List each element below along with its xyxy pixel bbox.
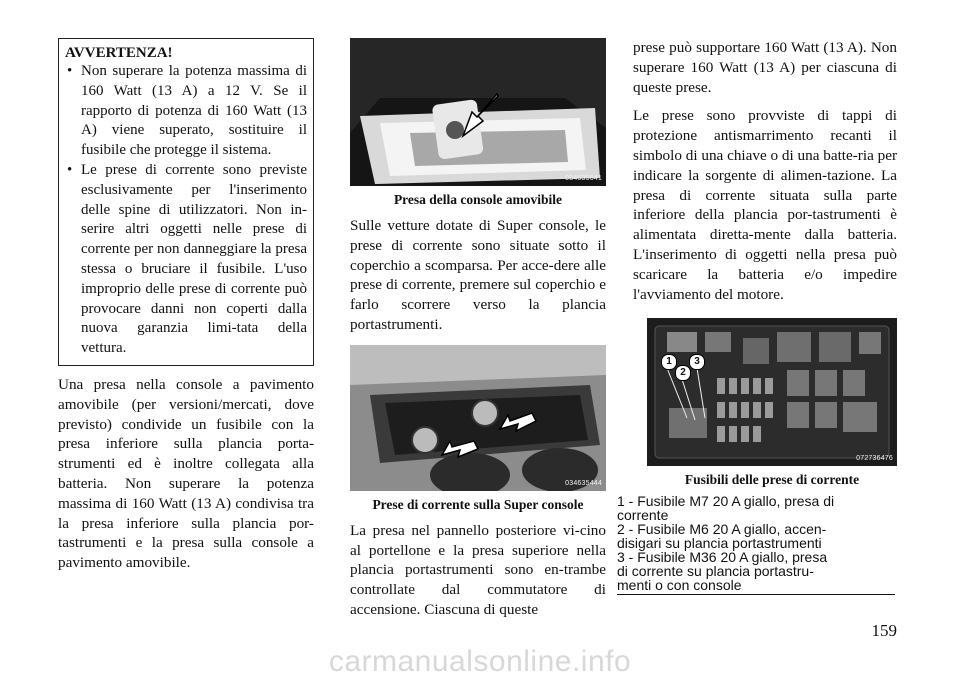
legend-line: di corrente su plancia portastru-	[617, 563, 814, 580]
super-console-photo	[350, 345, 606, 491]
watermark: carmanualsonline.info	[328, 645, 632, 678]
right-column	[617, 38, 898, 595]
super-console-illustration	[350, 345, 606, 491]
legend-line: menti o con console	[617, 577, 742, 594]
warning-list	[65, 62, 307, 359]
legend-rule	[617, 594, 895, 595]
fuse-box-illustration	[647, 318, 897, 466]
console-illustration	[350, 38, 606, 186]
legend-line: disigari su plancia portastrumenti	[617, 535, 822, 552]
body-paragraph: prese può supportare 160 Watt (13 A). Non superare 160 Watt (13 A) per ciascuna di queste prese.	[633, 39, 897, 96]
fuse-legend	[617, 494, 897, 595]
middle-column	[350, 38, 606, 620]
body-paragraph: Sulle vetture dotate di Super console, le prese di corrente sono situate sotto il coperchio a scomparsa. Per acce-dere alle prese di corrente, premere sul coperchio e farlo scorrere verso la plancia portastrumenti.	[350, 217, 606, 333]
figure-caption: Prese di corrente sulla Super console	[372, 496, 584, 512]
figure-code: 072736476	[856, 455, 893, 463]
legend-line: 1 - Fusibile M7 20 A giallo, presa di	[617, 493, 835, 510]
figure-caption: Presa della console amovibile	[393, 192, 563, 207]
legend-line: corrente	[617, 507, 669, 524]
fuse-box-photo	[647, 318, 897, 466]
left-column	[58, 38, 314, 573]
figure-caption: Fusibili delle prese di corrente	[684, 472, 860, 488]
figure-code: 034635641	[565, 175, 602, 182]
callout-2: 2	[675, 365, 691, 381]
warning-item: • Le prese di corrente sono previste esclusivamente per l'inserimento delle spine di utilizzatori. Non in-serire altri oggetti nelle prese di corrente per non danneggiare la presa stessa o bruciare il fusibile. L'uso improprio delle prese di corrente può provocare danni non coperti dalla nuova garanzia limi-tata della vettura.	[65, 161, 307, 359]
warning-title: AVVERTENZA!	[65, 45, 173, 61]
callout-3: 3	[689, 354, 705, 370]
body-paragraph: Una presa nella console a pavimento amovibile (per versioni/mercati, dove previsto) condivide un fusibile con la presa inferiore sulla plancia porta-strumenti ed è inoltre collegata alla batteria. Non superare la potenza massima di 160 Watt (13 A) condivisa tra la presa inferiore sulla plancia por-tastrumenti e la presa sulla console a pavimento amovibile.	[58, 375, 314, 572]
legend-line: 2 - Fusibile M6 20 A giallo, accen-	[617, 521, 827, 538]
page-number: 159	[871, 621, 897, 640]
figure-code: 034635444	[565, 479, 602, 487]
warning-box	[58, 38, 314, 366]
body-paragraph: Le prese sono provviste di tappi di protezione antismarrimento recanti il simbolo di una chiave o di una batte-ria per indicare la sorgente di alimen-tazione. La presa di corrente situata sulla parte inferiore della plancia por-tastrumenti è alimentata diretta-mente dalla batteria. L'inserimento di oggetti nella presa può scaricare la batteria e/o impedire l'avviamento del motore.	[633, 107, 898, 303]
callout-1: 1	[661, 354, 677, 370]
warning-item: • Non superare la potenza massima di 160 Watt (13 A) a 12 V. Se il rapporto di potenza di 160 Watt (13 A) viene superato, sostituire il fusibile che protegge il sistema.	[65, 62, 307, 161]
legend-line: 3 - Fusibile M36 20 A giallo, presa	[617, 549, 828, 566]
body-paragraph: La presa nel pannello posteriore vi-cino al portellone e la presa superiore nella plancia portastrumenti sono en-trambe controllate dal commutatore di accensione. Ciascuna di queste	[350, 521, 606, 618]
console-photo	[350, 38, 606, 186]
